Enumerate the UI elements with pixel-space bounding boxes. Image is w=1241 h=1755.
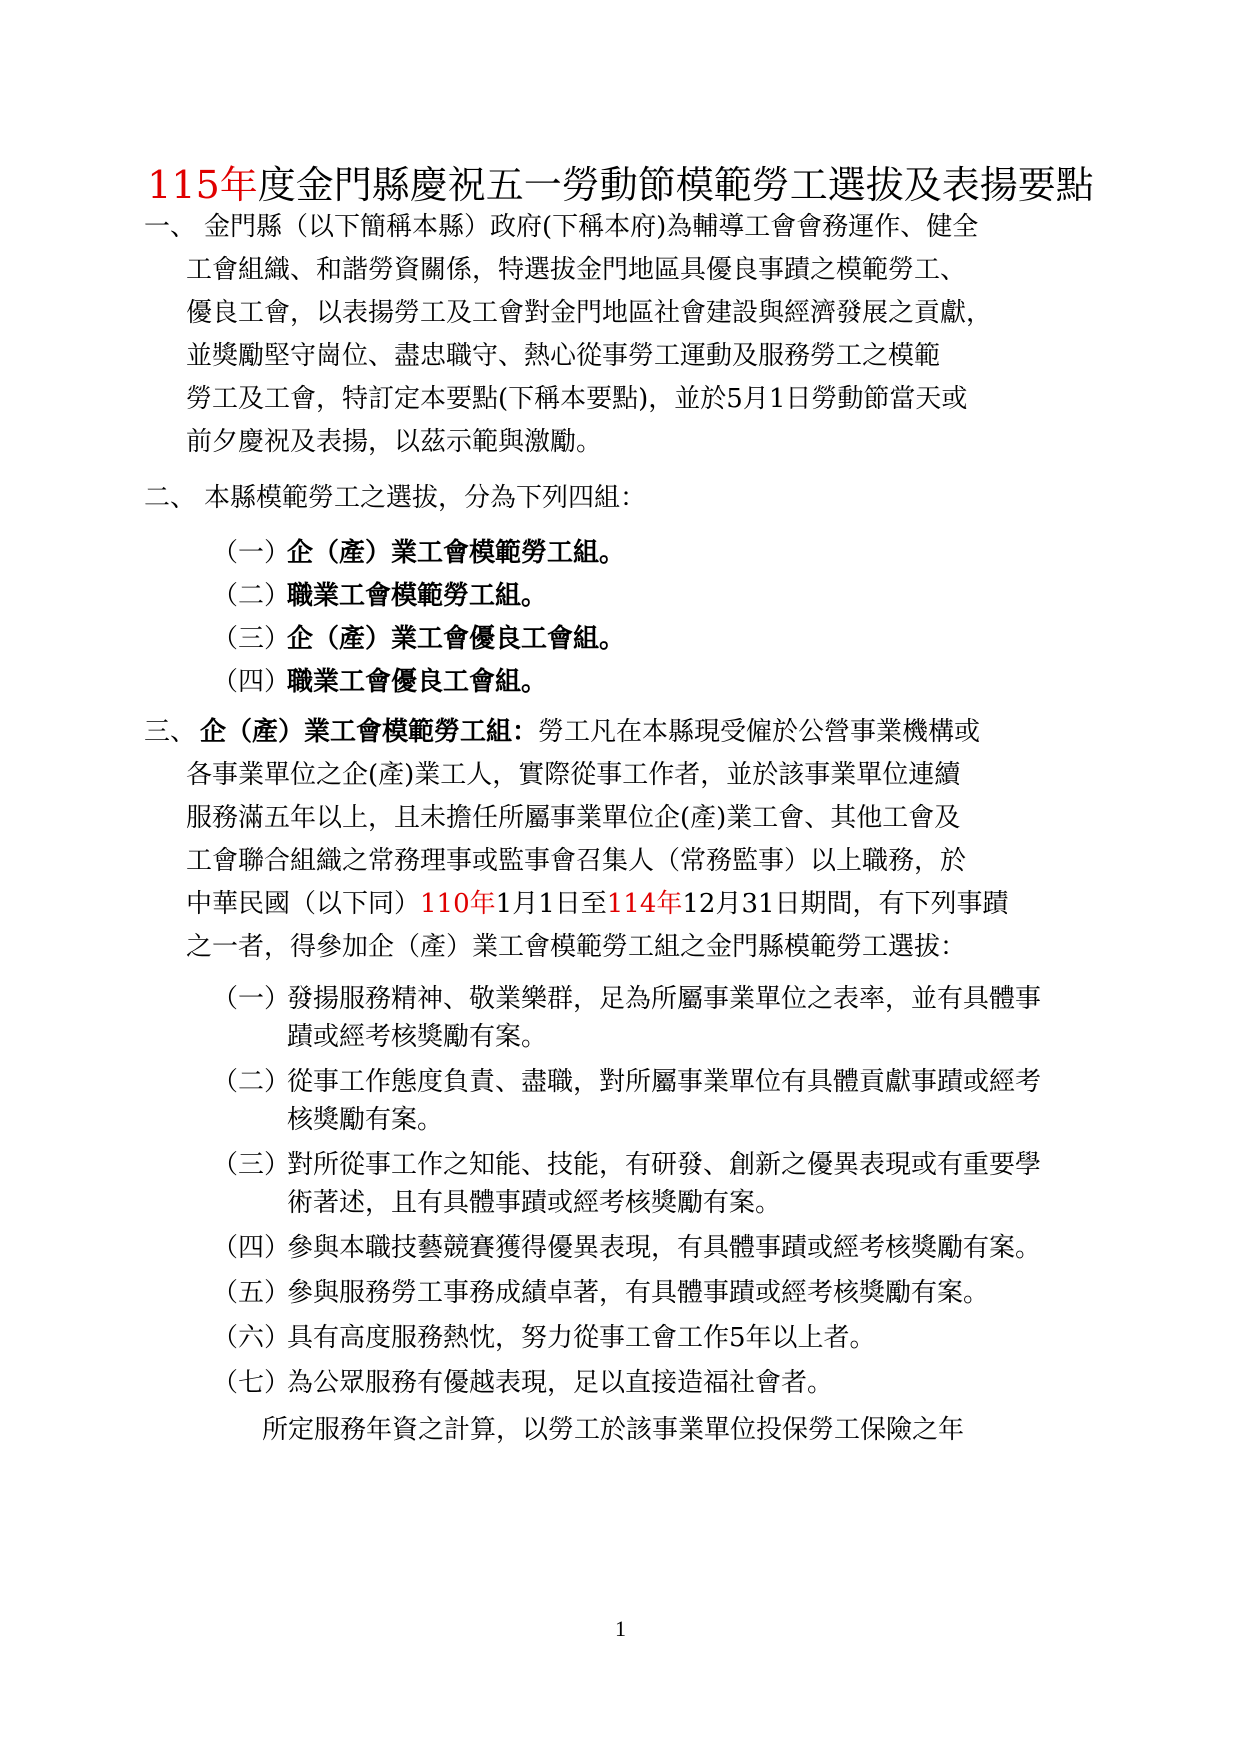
section-3-number: 三、 [144,717,197,747]
period-prefix: 中華民國（以下同） [186,889,421,919]
section-1-line: 金門縣（以下簡稱本縣）政府(下稱本府)為輔導工會會務運作、健全 [204,212,979,242]
item-number: （四） [212,1233,291,1263]
group-number: （一） [212,538,291,568]
section-3-period-line [186,884,1009,924]
item-line: 具有高度服務熱忱，努力從事工會工作5年以上者。 [287,1323,876,1353]
section-1-line: 工會組織、和諧勞資關係，特選拔金門地區具優良事蹟之模範勞工、 [186,255,967,285]
section-1-line: 優良工會，以表揚勞工及工會對金門地區社會建設與經濟發展之貢獻， [186,298,993,328]
group-label: 職業工會模範勞工組。 [287,581,548,611]
section-1-line: 勞工及工會，特訂定本要點(下稱本要點)，並於5月1日勞動節當天或 [186,384,968,414]
section-3-line: 工會聯合組織之常務理事或監事會召集人（常務監事）以上職務，於 [186,846,967,876]
section-3-line: 服務滿五年以上，且未擔任所屬事業單位企(產)業工會、其他工會及 [186,803,961,833]
page-title [0,160,1241,210]
period-start-rest: 1月1日至 [495,889,607,919]
item-line: 術著述，且有具體事蹟或經考核獎勵有案。 [287,1188,782,1218]
item-line: 核獎勵有案。 [287,1105,444,1135]
item-line: 蹟或經考核獎勵有案。 [287,1022,548,1052]
group-number: （四） [212,667,291,697]
section-3-line: 之一者，得參加企（產）業工會模範勞工組之金門縣模範勞工選拔： [186,932,967,962]
item-number: （一） [212,984,291,1014]
item-line: 為公眾服務有優越表現，足以直接造福社會者。 [287,1368,834,1398]
section-1-line: 並獎勵堅守崗位、盡忠職守、熱心從事勞工運動及服務勞工之模範 [186,341,941,371]
group-label: 企（產）業工會模範勞工組。 [287,538,626,568]
item-line: 發揚服務精神、敬業樂群，足為所屬事業單位之表率，並有具體事 [287,984,1042,1014]
period-end-year: 114年 [606,889,683,919]
section-3-closing: 所定服務年資之計算，以勞工於該事業單位投保勞工保險之年 [262,1415,965,1445]
page-number: 1 [615,1616,626,1641]
title-year: 115年 [147,163,258,207]
item-number: （五） [212,1278,291,1308]
section-2-intro: 本縣模範勞工之選拔，分為下列四組： [204,483,647,513]
section-3-heading: 企（產）業工會模範勞工組： [200,717,539,747]
item-number: （三） [212,1150,291,1180]
section-3-line: 各事業單位之企(產)業工人，實際從事工作者，並於該事業單位連續 [186,760,961,790]
item-line: 對所從事工作之知能、技能，有研發、創新之優異表現或有重要學 [287,1150,1042,1180]
item-line: 從事工作態度負責、盡職，對所屬事業單位有具體貢獻事蹟或經考 [287,1067,1042,1097]
section-3-heading-rest: 勞工凡在本縣現受僱於公營事業機構或 [538,717,981,747]
period-start-year: 110年 [420,889,496,919]
section-1-number: 一、 [144,212,197,242]
group-label: 職業工會優良工會組。 [287,667,548,697]
item-line: 參與服務勞工事務成績卓著，有具體事蹟或經考核獎勵有案。 [287,1278,990,1308]
item-line: 參與本職技藝競賽獲得優異表現，有具體事蹟或經考核獎勵有案。 [287,1233,1042,1263]
period-end-rest: 12月31日期間，有下列事蹟 [682,889,1009,919]
group-number: （三） [212,624,291,654]
group-label: 企（產）業工會優良工會組。 [287,624,626,654]
section-2-number: 二、 [144,483,197,513]
title-text: 度金門縣慶祝五一勞動節模範勞工選拔及表揚要點 [257,163,1094,207]
item-number: （七） [212,1368,291,1398]
item-number: （二） [212,1067,291,1097]
section-3-first-line [200,712,980,752]
section-1-line: 前夕慶祝及表揚，以茲示範與激勵。 [186,427,603,457]
group-number: （二） [212,581,291,611]
item-number: （六） [212,1323,291,1353]
